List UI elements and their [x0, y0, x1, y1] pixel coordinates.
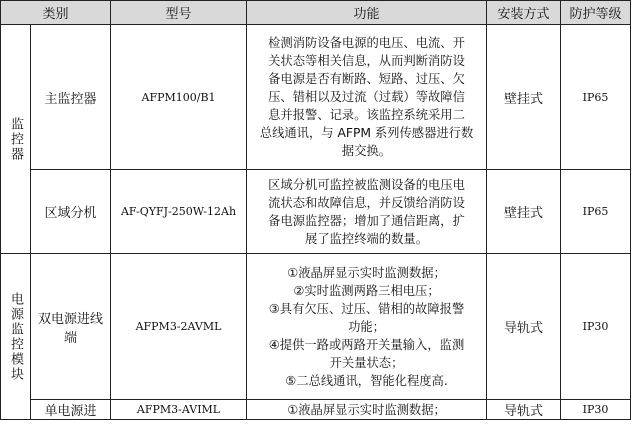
header-install: 安装方式	[487, 1, 561, 25]
function-line: 开关量状态；	[329, 355, 404, 370]
function-line: ①液晶屏显示实时监测数据；	[287, 265, 446, 280]
function-cell	[247, 170, 487, 254]
function-line: 流状态和故障信息，并反馈给消防设	[268, 195, 465, 210]
function-cell	[247, 254, 487, 400]
protection-cell: IP65	[561, 25, 631, 170]
function-line: ⑤二总线通讯，智能化程度高.	[285, 373, 448, 388]
function-line: 据交换。	[341, 144, 392, 158]
category-cell: 主监控器	[31, 25, 111, 170]
protection-cell: IP30	[561, 254, 631, 400]
protection-cell: IP65	[561, 170, 631, 254]
model-cell: AF-QYFJ-250W-12Ah	[111, 170, 247, 254]
header-model: 型号	[111, 1, 247, 25]
model-cell: AFPM3-2AVML	[111, 254, 247, 400]
function-line: 区域分机可监控被监测设备的电压电	[268, 177, 465, 192]
table-row	[1, 170, 631, 254]
function-line: 关状态等相关信息，从而判断消防设	[268, 54, 465, 68]
function-line: 压、错相以及过流（过载）等故障信	[268, 90, 465, 104]
header-protection: 防护等级	[561, 1, 631, 25]
model-cell: AFPM100/B1	[111, 25, 247, 170]
function-cell	[247, 25, 487, 170]
category-cell: 双电源进线端	[31, 254, 111, 400]
protection-cell: IP30	[561, 400, 631, 420]
header-function: 功能	[247, 1, 487, 25]
function-line: ①液晶屏显示实时监测数据；	[287, 402, 446, 417]
header-category: 类别	[1, 1, 111, 25]
model-cell: AFPM3-AVIML	[111, 400, 247, 420]
function-line: 备电源是否有断路、短路、过压、欠	[268, 72, 465, 86]
category-cell: 区域分机	[31, 170, 111, 254]
table-row	[1, 400, 631, 420]
function-cell	[247, 400, 487, 420]
table-row	[1, 25, 631, 170]
install-cell: 壁挂式	[487, 25, 561, 170]
install-cell: 壁挂式	[487, 170, 561, 254]
function-line: 功能；	[348, 319, 385, 334]
install-cell: 导轨式	[487, 400, 561, 420]
install-cell: 导轨式	[487, 254, 561, 400]
group-label-monitor: 监控器	[1, 25, 31, 254]
function-line: ②实时监测两路三相电压；	[293, 283, 440, 298]
function-line: 检测消防设备电源的电压、电流、开	[268, 36, 465, 50]
header-row	[1, 1, 631, 25]
function-line: ④提供一路或两路开关量输入，监测	[268, 337, 465, 352]
function-line: 息并报警、记录。该监控系统采用二	[268, 108, 465, 122]
function-line: 总线通讯，与 AFPM 系列传感器进行数	[259, 126, 474, 140]
function-line: 展了监控终端的数量。	[305, 231, 428, 246]
table-row	[1, 254, 631, 400]
function-line: ③具有欠压、过压、错相的故障报警	[268, 301, 465, 316]
category-cell: 单电源进	[31, 400, 111, 420]
function-line: 备电源监控器；增加了通信距离，扩	[268, 213, 465, 228]
group-label-power-module: 电源监控模块	[1, 254, 31, 420]
